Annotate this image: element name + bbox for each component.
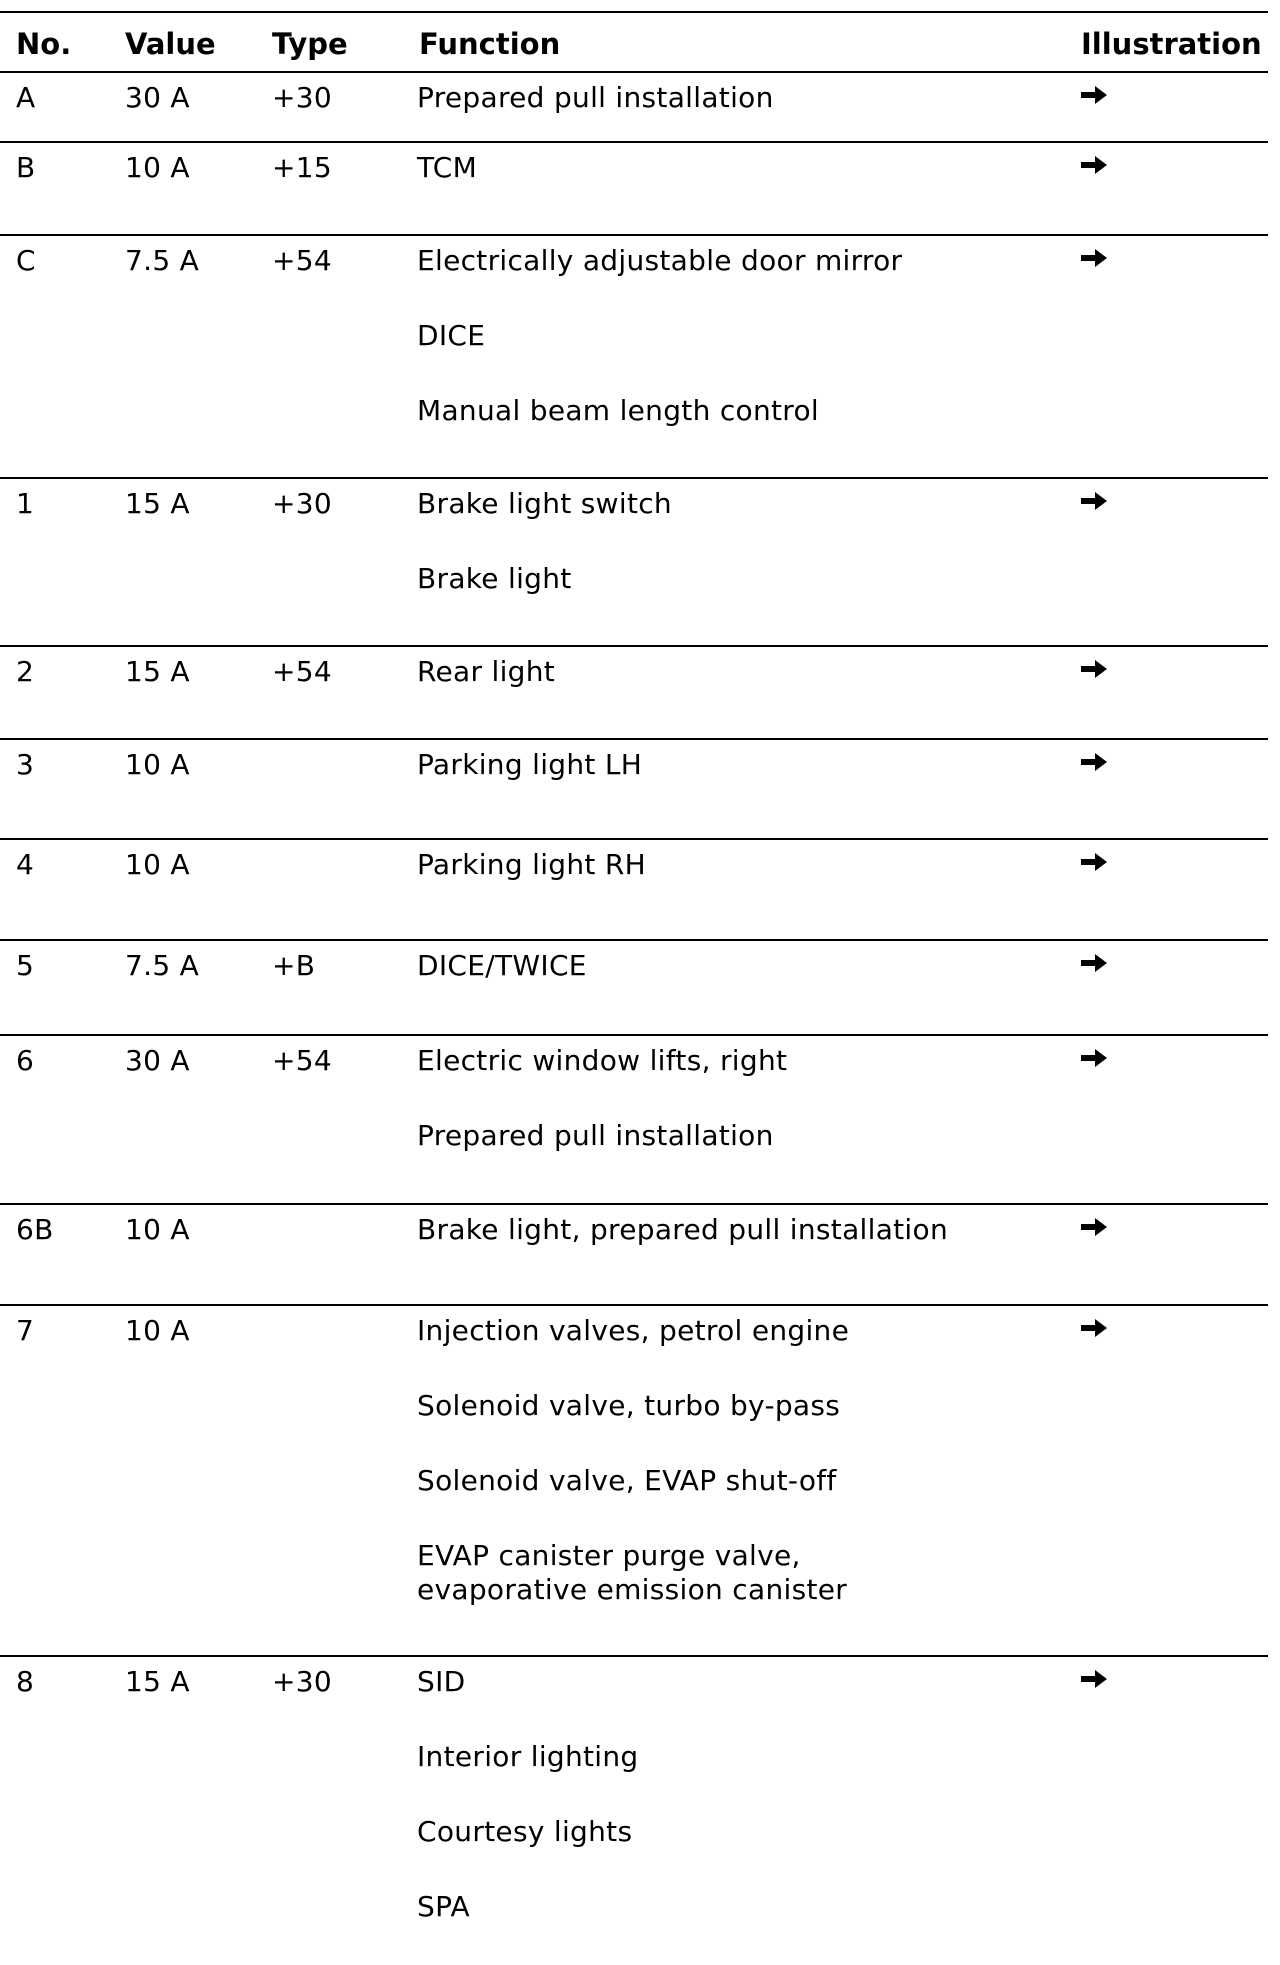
function-item: Electrically adjustable door mirror [417, 244, 903, 277]
function-item: Solenoid valve, turbo by-pass [417, 1389, 841, 1422]
cell-value: 15 A [125, 1665, 190, 1698]
cell-function-list [417, 244, 1017, 469]
row-divider [0, 1655, 1268, 1657]
right-arrow-icon[interactable] [1080, 852, 1108, 872]
right-arrow-icon[interactable] [1080, 953, 1108, 973]
function-item: Interior lighting [417, 1740, 639, 1773]
row-divider [0, 738, 1268, 740]
function-item: Brake light [417, 562, 572, 595]
header-type: Type [272, 27, 348, 61]
function-item: Injection valves, petrol engine [417, 1314, 850, 1347]
cell-value: 30 A [125, 1044, 190, 1077]
row-divider [0, 838, 1268, 840]
function-item: Prepared pull installation [417, 81, 774, 114]
cell-no: C [16, 244, 36, 277]
cell-value: 10 A [125, 151, 190, 184]
row-divider [0, 1034, 1268, 1036]
cell-type: +54 [272, 655, 332, 688]
function-item: Electric window lifts, right [417, 1044, 788, 1077]
row-divider [0, 939, 1268, 941]
cell-function-list [417, 81, 1017, 156]
cell-no: 1 [16, 487, 35, 520]
right-arrow-icon[interactable] [1080, 1217, 1108, 1237]
right-arrow-icon[interactable] [1080, 1048, 1108, 1068]
function-item: TCM [417, 151, 478, 184]
cell-value: 10 A [125, 848, 190, 881]
cell-no: 7 [16, 1314, 35, 1347]
cell-no: 4 [16, 848, 35, 881]
function-item: EVAP canister purge valve, evaporative emission canister [417, 1539, 848, 1606]
function-item: Prepared pull installation [417, 1119, 774, 1152]
cell-value: 7.5 A [125, 949, 200, 982]
row-divider [0, 1203, 1268, 1205]
function-item: Rear light [417, 655, 556, 688]
table-top-rule [0, 11, 1268, 13]
cell-function-list [417, 655, 1017, 730]
cell-no: 6 [16, 1044, 35, 1077]
cell-function-list [417, 151, 1017, 226]
right-arrow-icon[interactable] [1080, 491, 1108, 511]
cell-function-list [417, 1665, 1017, 1965]
cell-value: 10 A [125, 1213, 190, 1246]
function-item: Parking light LH [417, 748, 643, 781]
cell-value: 15 A [125, 655, 190, 688]
function-item: SID [417, 1665, 466, 1698]
cell-function-list [417, 1314, 1017, 1648]
function-item: Manual beam length control [417, 394, 819, 427]
cell-no: 8 [16, 1665, 35, 1698]
row-divider [0, 477, 1268, 479]
cell-type: +30 [272, 487, 332, 520]
cell-function-list [417, 949, 1017, 1024]
cell-no: 2 [16, 655, 35, 688]
cell-value: 7.5 A [125, 244, 200, 277]
right-arrow-icon[interactable] [1080, 1318, 1108, 1338]
function-item: Brake light, prepared pull installation [417, 1213, 948, 1246]
cell-value: 15 A [125, 487, 190, 520]
header-no: No. [16, 27, 72, 61]
right-arrow-icon[interactable] [1080, 659, 1108, 679]
cell-function-list [417, 1044, 1017, 1194]
header-value: Value [125, 27, 216, 61]
row-divider [0, 1304, 1268, 1306]
header-illustration: Illustration [1081, 27, 1262, 61]
function-item: Brake light switch [417, 487, 672, 520]
function-item: Parking light RH [417, 848, 646, 881]
cell-no: 5 [16, 949, 35, 982]
row-divider [0, 141, 1268, 143]
cell-type: +B [272, 949, 316, 982]
cell-function-list [417, 1213, 1017, 1288]
cell-no: 3 [16, 748, 35, 781]
cell-no: A [16, 81, 36, 114]
cell-type: +30 [272, 1665, 332, 1698]
cell-type: +54 [272, 244, 332, 277]
cell-value: 30 A [125, 81, 190, 114]
function-item: DICE [417, 319, 486, 352]
cell-value: 10 A [125, 748, 190, 781]
cell-no: 6B [16, 1213, 54, 1246]
right-arrow-icon[interactable] [1080, 752, 1108, 772]
row-divider [0, 645, 1268, 647]
function-item: Solenoid valve, EVAP shut-off [417, 1464, 837, 1497]
right-arrow-icon[interactable] [1080, 155, 1108, 175]
right-arrow-icon[interactable] [1080, 1669, 1108, 1689]
right-arrow-icon[interactable] [1080, 85, 1108, 105]
header-bottom-rule [0, 71, 1268, 73]
row-divider [0, 234, 1268, 236]
cell-type: +30 [272, 81, 332, 114]
cell-type: +15 [272, 151, 332, 184]
right-arrow-icon[interactable] [1080, 248, 1108, 268]
cell-type: +54 [272, 1044, 332, 1077]
header-function: Function [419, 27, 561, 61]
cell-value: 10 A [125, 1314, 190, 1347]
cell-function-list [417, 748, 1017, 823]
function-item: SPA [417, 1890, 470, 1923]
cell-function-list [417, 487, 1017, 637]
function-item: DICE/TWICE [417, 949, 587, 982]
function-item: Courtesy lights [417, 1815, 633, 1848]
cell-function-list [417, 848, 1017, 923]
cell-no: B [16, 151, 36, 184]
